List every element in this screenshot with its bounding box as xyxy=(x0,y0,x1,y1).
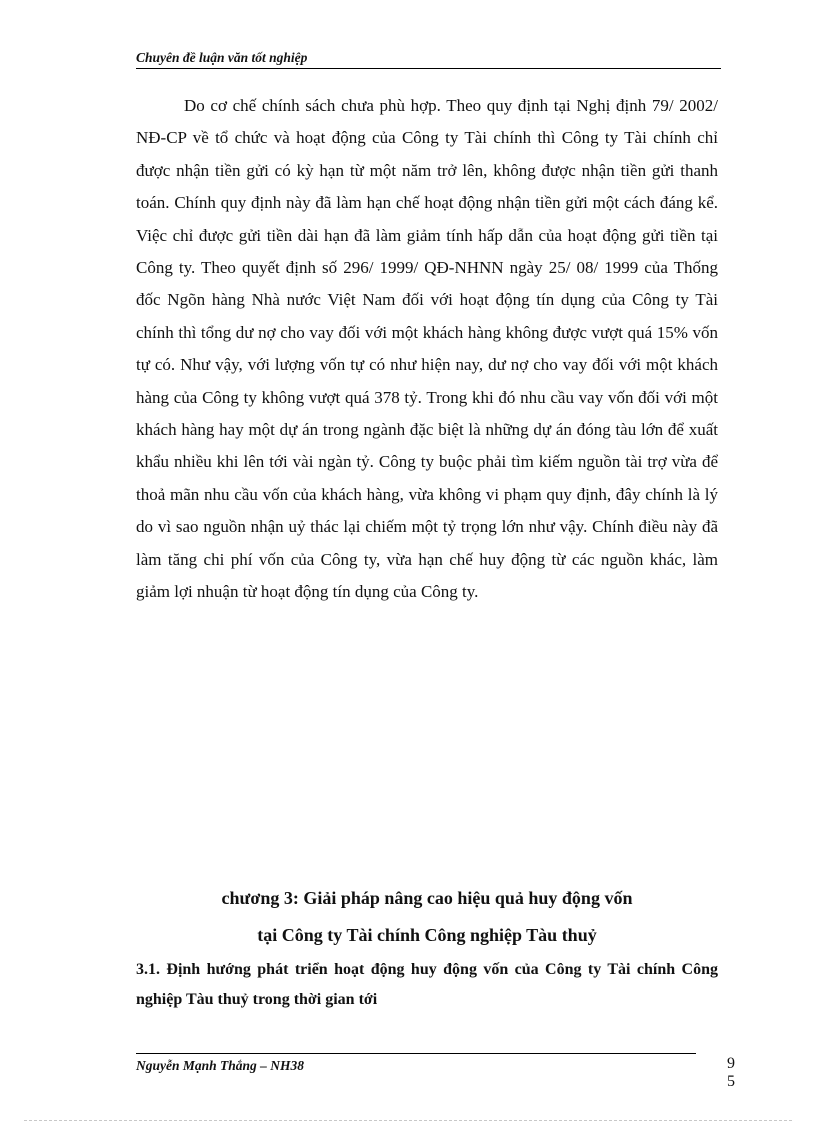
page-number-digit: 9 xyxy=(727,1055,735,1072)
page-bottom-edge xyxy=(24,1120,792,1121)
chapter-title-line-2: tại Công ty Tài chính Công nghiệp Tàu thuỷ xyxy=(257,925,597,945)
section-heading: 3.1. Định hướng phát triển hoạt động huy động vốn của Công ty Tài chính Công nghiệp Tàu thuỷ trong thời gian tới xyxy=(136,961,718,1008)
running-header: Chuyên đề luận văn tốt nghiệp xyxy=(136,50,721,69)
footer-divider xyxy=(136,1053,696,1054)
chapter-title xyxy=(136,880,718,954)
footer-author: Nguyễn Mạnh Thắng – NH38 xyxy=(136,1058,305,1073)
body-paragraph: Do cơ chế chính sách chưa phù hợp. Theo quy định tại Nghị định 79/ 2002/ NĐ-CP về tổ chức và hoạt động của Công ty Tài chính thì Công ty Tài chính chỉ được nhận tiền gửi có kỳ hạn từ một năm trở lên, không được nhận tiền gửi thanh toán. Chính quy định này đã làm hạn chế hoạt động nhận tiền gửi một cách đáng kể. Việc chỉ được gửi tiền dài hạn đã làm giảm tính hấp dẫn của hoạt động gửi tiền tại Công ty. Theo quyết định số 296/ 1999/ QĐ-NHNN ngày 25/ 08/ 1999 của Thống đốc Ngõn hàng Nhà nước Việt Nam đối với hoạt động tín dụng của Công ty Tài chính thì tổng dư nợ cho vay đối với một khách hàng không được vượt quá 15% vốn tự có. Như vậy, với lượng vốn tự có như hiện nay, dư nợ cho vay đối với một khách hàng của Công ty không vượt quá 378 tỷ. Trong khi đó nhu cầu vay vốn đối với một khách hàng hay một dự án trong ngành đặc biệt là những dự án đóng tàu lớn để xuất khẩu nhiều khi lên tới vài ngàn tỷ. Công ty buộc phải tìm kiếm nguồn tài trợ vừa để thoả mãn nhu cầu vốn của khách hàng, vừa không vi phạm quy định, đây chính là lý do vì sao nguồn nhận uỷ thác lại chiếm một tỷ trọng lớn như vậy. Chính điều này đã làm tăng chi phí vốn của Công ty, vừa hạn chế huy động từ các nguồn khác, làm giảm lợi nhuận từ hoạt động tín dụng của Công ty. xyxy=(136,96,718,602)
page-number xyxy=(724,1055,738,1091)
chapter-title-line-1: chương 3: Giải pháp nâng cao hiệu quả huy động vốn xyxy=(221,888,633,908)
page-number-digit: 5 xyxy=(727,1073,735,1090)
